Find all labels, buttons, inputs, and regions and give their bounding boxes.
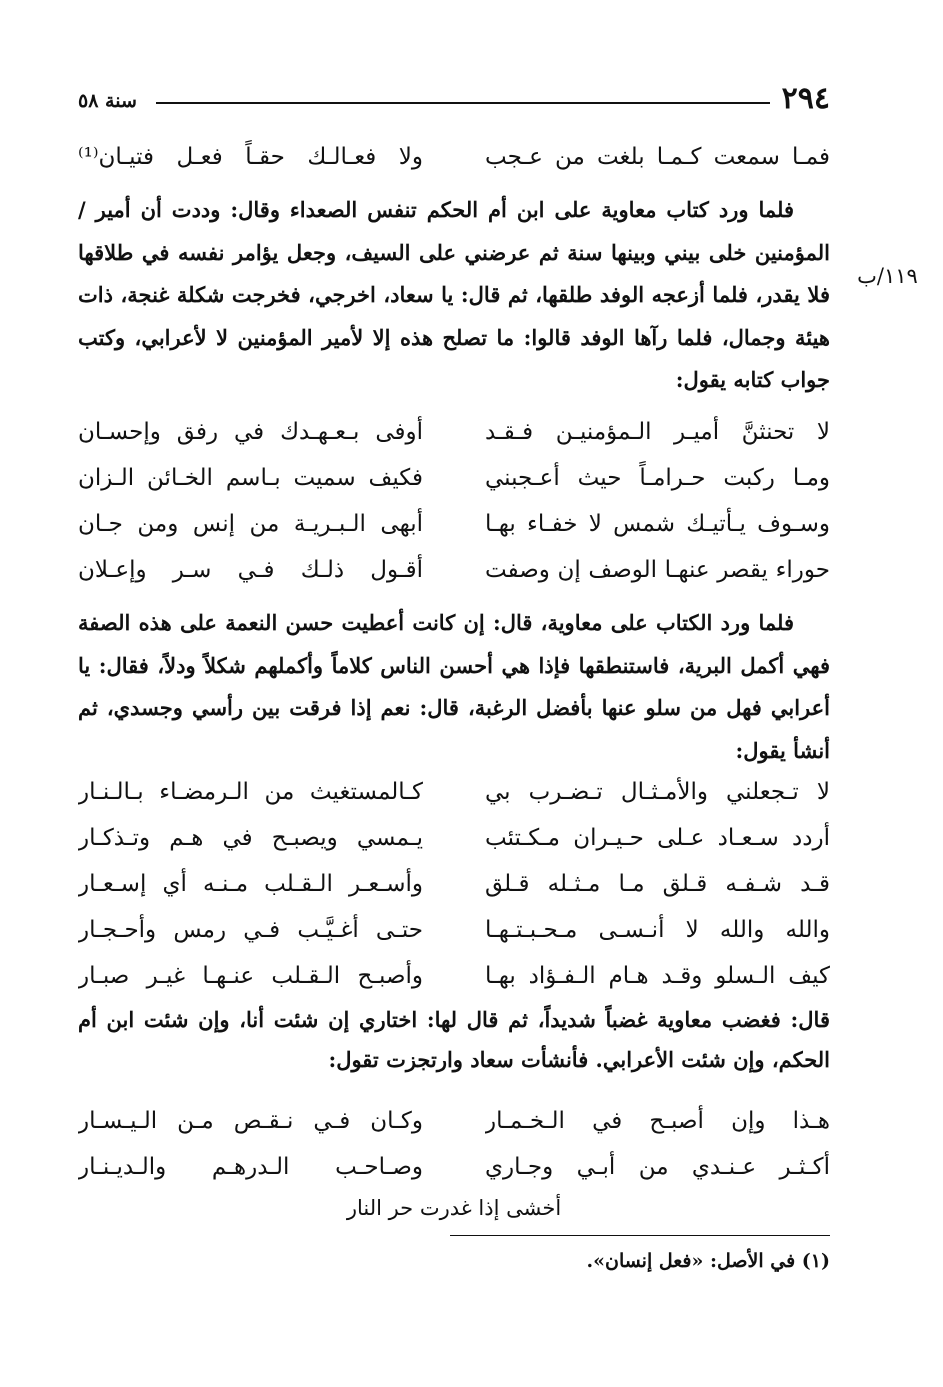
- verse-left-hemistich: كـالمستغيث من الـرمضـاء بـالـنـار: [78, 779, 423, 805]
- verse-line: [78, 815, 830, 861]
- verse-line: [78, 455, 830, 501]
- verse-line: [78, 769, 830, 815]
- verse-right-hemistich: لا تحنثنَّ أميـر الـمؤمنيـن فـقـد: [485, 419, 830, 445]
- header-rule: [156, 102, 770, 104]
- verse-left-hemistich: يـمسي ويصبـح في هـم وتـذكـار: [78, 825, 423, 851]
- verse-left-hemistich: وصـاحـب الـدرهـم والـديـنـار: [78, 1154, 423, 1180]
- verse-right-hemistich: كيف الـسلو وقـد هـام الـفـؤاد بهـا: [485, 963, 830, 989]
- verse-left-hemistich: أقـول ذلـك فـي سـر وإعـلان: [78, 557, 423, 583]
- verse-left-hemistich: فكيف سميت بـاسم الخـائن الـزان: [78, 465, 423, 491]
- verse-left-hemistich: وكـان فـي نـقـص مـن الـيـسـار: [78, 1108, 423, 1134]
- footnote: (١) في الأصل: «فعل إنسان».: [586, 1250, 830, 1272]
- paragraph-3: قال: فغضب معاوية غضباً شديداً، ثم قال لها: اختاري إن شئت أنا، وإن شئت ابن أم الحكم، وإن شئت الأعرابي. فأنشأت سعاد وارتجزت تقول:: [78, 1007, 830, 1072]
- verse-left-hemistich: ولا فعـالـك حقـاً فعـل فتيـان⁽¹⁾: [78, 144, 423, 170]
- poem-2: [78, 769, 830, 999]
- verse-left-hemistich: أوفى بـعـهـدك في رفق وإحسـان: [78, 419, 423, 445]
- page-number: ٢٩٤: [781, 81, 830, 116]
- verse-left-hemistich: أبهى الـبـريـة من إنس ومن جـان: [78, 511, 423, 537]
- verse-left-hemistich: حتـى أغـيَّـب فـي رمس وأحـجـار: [78, 917, 423, 943]
- page-header: [78, 81, 830, 124]
- verse-right-hemistich: حوراء يقصر عنهـا الوصف إن وصفت: [485, 557, 830, 583]
- paragraph-2: فلما ورد الكتاب على معاوية، قال: إن كانت أعطيت حسن النعمة على هذه الصفة فهي أكمل البرية، فاستنطقها فإذا هي أحسن الناس كلاماً وأكملهم شكلاً ودلاً، فقال: يا أعرابي فهل من سلو عنها بأفضل الرغبة، قال: نعم إذا فرقت بين رأسي وجسدي، ثم أنشأ يقول:: [78, 610, 830, 763]
- verse-right-hemistich: أكـثـر عـنـدي من أبـي وجـاري: [485, 1154, 830, 1180]
- verse-line: [78, 1098, 830, 1144]
- verse-right-hemistich: أردد سـعـاد عـلى حـيـران مـكـتئب: [485, 825, 830, 851]
- verse-left-hemistich: وأسـعـر الـقـلب مـنـه أي إسـعـار: [78, 871, 423, 897]
- verse-line: [78, 953, 830, 999]
- manuscript-folio-ref: ١١٩/ب: [857, 264, 918, 288]
- poem-3-closing-line: أخشى إذا غدرت حر النار: [346, 1196, 562, 1220]
- verse-line: [78, 861, 830, 907]
- year-label: سنة ٥٨: [78, 90, 137, 112]
- verse-line: [78, 134, 830, 180]
- verse-right-hemistich: قـد شـفـه قـلق مـا مـثـله قـلق: [485, 871, 830, 897]
- verse-right-hemistich: هـذا وإن أصبـح في الـخـمـار: [485, 1108, 830, 1134]
- verse-line: [78, 907, 830, 953]
- verse-line: [78, 501, 830, 547]
- verse-line: [78, 547, 830, 593]
- paragraph-1: فلما ورد كتاب معاوية على ابن أم الحكم تنفس الصعداء وقال: وددت أن أمير / المؤمنين خلى بيني وبينها سنة ثم عرضني على السيف، وجعل يؤامر نفسه في طلاقها فلا يقدر، فلما أزعجه الوفد طلقها، ثم قال: يا سعاد، اخرجي، فخرجت شكلة غنجة، ذات هيئة وجمال، فلما رآها الوفد قالوا: ما تصلح هذه إلا لأمير المؤمنين لا لأعرابي، وكتب جواب كتابه يقول:: [78, 197, 830, 392]
- verse-right-hemistich: وسـوف يـأتيـك شمس لا خفـاء بهـا: [485, 511, 830, 537]
- verse-right-hemistich: والله والله لا أنـسـى مـحـبـتـهـا: [485, 917, 830, 943]
- verse-line: [78, 409, 830, 455]
- verse-right-hemistich: ومـا ركبت حـرامـاً حيث أعـجبني: [485, 465, 830, 491]
- verse-line: [78, 1144, 830, 1190]
- verse-right-hemistich: لا تـجعلني والأمـثـال تـضـرب بي: [485, 779, 830, 805]
- verse-right-hemistich: فمـا سمعت كـمـا بلغت من عـجب: [485, 144, 830, 170]
- footnote-rule: [450, 1235, 830, 1236]
- verse-left-hemistich: وأصبـح الـقـلب عنـهـا غيـر صبـار: [78, 963, 423, 989]
- verse-1: [78, 134, 830, 180]
- poem-1: [78, 409, 830, 593]
- poem-3: [78, 1098, 830, 1190]
